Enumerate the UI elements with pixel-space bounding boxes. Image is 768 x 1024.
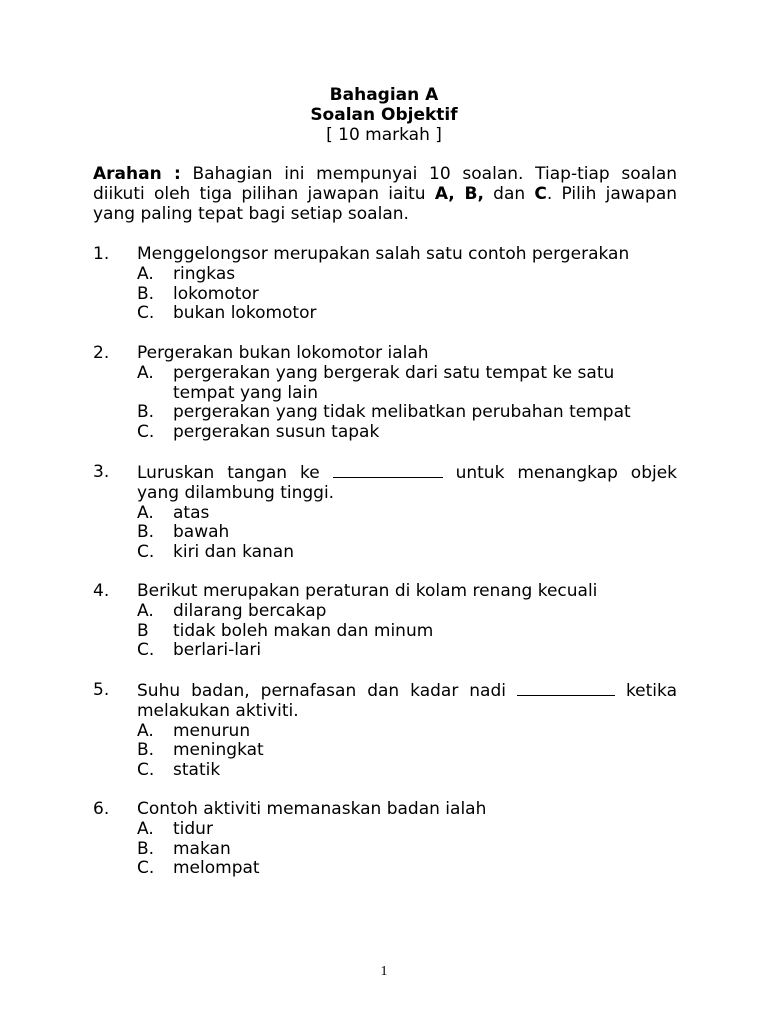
marks-label: [ 10 markah ]	[326, 125, 442, 145]
option-a	[137, 820, 677, 840]
option-letter: A.	[137, 502, 154, 523]
page-number: 1	[380, 964, 388, 979]
option-c	[137, 761, 677, 781]
option-a	[137, 265, 677, 285]
section-heading: Bahagian A	[329, 85, 439, 105]
option-b	[137, 840, 677, 860]
options-list	[137, 602, 677, 661]
question-number: 3.	[93, 462, 110, 482]
option-c	[137, 423, 677, 443]
option-a	[137, 504, 677, 524]
question-number-spacer	[93, 702, 137, 722]
option-c	[137, 543, 677, 563]
option-text: melompat	[173, 858, 260, 879]
option-a	[137, 602, 677, 622]
option-text: meningkat	[173, 740, 264, 761]
options-list	[137, 265, 677, 324]
option-text: dilarang bercakap	[173, 600, 327, 621]
option-text: kiri dan kanan	[173, 542, 295, 563]
instructions	[93, 165, 677, 224]
option-text: pergerakan susun tapak	[173, 422, 380, 443]
options-list	[137, 722, 677, 781]
option-letter: A.	[137, 362, 154, 383]
option-letter: C.	[137, 858, 155, 879]
instructions-bold-ab: A, B,	[434, 183, 484, 204]
option-text: bawah	[173, 522, 230, 543]
option-letter: B.	[137, 740, 155, 761]
question-text	[137, 463, 677, 484]
option-letter: C.	[137, 422, 155, 443]
option-letter: A.	[137, 263, 154, 284]
instructions-bold-c: C	[534, 183, 547, 204]
option-text: menurun	[173, 720, 251, 741]
option-text: makan	[173, 838, 231, 859]
question-number: 2.	[93, 343, 110, 363]
question-text-line2: melakukan aktiviti.	[137, 700, 299, 721]
option-letter: B	[137, 620, 149, 641]
question-5	[93, 681, 677, 781]
question-3	[93, 463, 677, 563]
option-text: berlari-lari	[173, 640, 262, 661]
question-text: Berikut merupakan peraturan di kolam renang kecuali	[137, 581, 598, 601]
option-c	[137, 859, 677, 879]
option-letter: A.	[137, 600, 154, 621]
option-letter: C.	[137, 542, 155, 563]
question-text-before: Luruskan tangan ke	[137, 463, 320, 483]
option-c	[137, 304, 677, 324]
question-number: 5.	[93, 680, 110, 700]
option-letter: B.	[137, 522, 155, 543]
option-b	[137, 285, 677, 305]
question-text-after: ketika	[625, 681, 677, 701]
option-text: tidak boleh makan dan minum	[173, 620, 434, 641]
option-text: lokomotor	[173, 283, 259, 304]
option-text: statik	[173, 760, 221, 781]
instructions-text-1: Bahagian ini mempunyai 10 soalan. Tiap-tiap soalan diikuti oleh tiga pilihan jawapan iaitu	[93, 164, 678, 204]
question-1	[93, 245, 677, 324]
options-list	[137, 504, 677, 563]
option-letter: B.	[137, 283, 155, 304]
option-c	[137, 641, 677, 661]
option-text: atas	[173, 502, 210, 523]
answer-blank	[517, 681, 615, 696]
question-number: 4.	[93, 581, 110, 601]
question-text: Pergerakan bukan lokomotor ialah	[137, 343, 429, 363]
option-a	[137, 722, 677, 742]
section-header	[0, 86, 768, 146]
option-b	[137, 741, 677, 761]
instructions-label: Arahan :	[93, 164, 181, 184]
option-b	[137, 403, 677, 423]
question-number: 6.	[93, 799, 110, 819]
question-number: 1.	[93, 244, 110, 264]
option-text: pergerakan yang tidak melibatkan perubahan tempat	[173, 402, 631, 423]
instructions-text-2: dan	[493, 183, 526, 204]
question-number-spacer	[93, 484, 137, 504]
option-text: pergerakan yang bergerak dari satu tempat ke satu tempat yang lain	[173, 362, 615, 403]
question-text: Menggelongsor merupakan salah satu contoh pergerakan	[137, 244, 630, 264]
question-text: Contoh aktiviti memanaskan badan ialah	[137, 799, 487, 819]
option-text: bukan lokomotor	[173, 303, 317, 324]
option-letter: A.	[137, 720, 154, 741]
option-b	[137, 523, 677, 543]
question-text-line2: yang dilambung tinggi.	[137, 482, 335, 503]
options-list	[137, 820, 677, 879]
option-letter: C.	[137, 760, 155, 781]
question-4	[93, 582, 677, 661]
option-text: tidur	[173, 818, 213, 839]
answer-blank	[333, 463, 443, 478]
question-6	[93, 800, 677, 879]
option-text: ringkas	[173, 263, 236, 284]
option-letter: C.	[137, 303, 155, 324]
option-b	[137, 622, 677, 642]
option-letter: B.	[137, 402, 155, 423]
option-letter: B.	[137, 838, 155, 859]
question-text	[137, 681, 677, 702]
question-text-after: untuk menangkap objek	[455, 463, 678, 483]
options-list	[137, 364, 677, 443]
question-text-before: Suhu badan, pernafasan dan kadar nadi	[137, 681, 506, 701]
section-title: Soalan Objektif	[310, 105, 458, 125]
instructions-text-3: . Pilih jawapan yang paling tepat bagi setiap soalan.	[93, 183, 678, 224]
option-letter: A.	[137, 818, 154, 839]
question-2	[93, 344, 677, 443]
option-a	[137, 364, 677, 404]
option-letter: C.	[137, 640, 155, 661]
